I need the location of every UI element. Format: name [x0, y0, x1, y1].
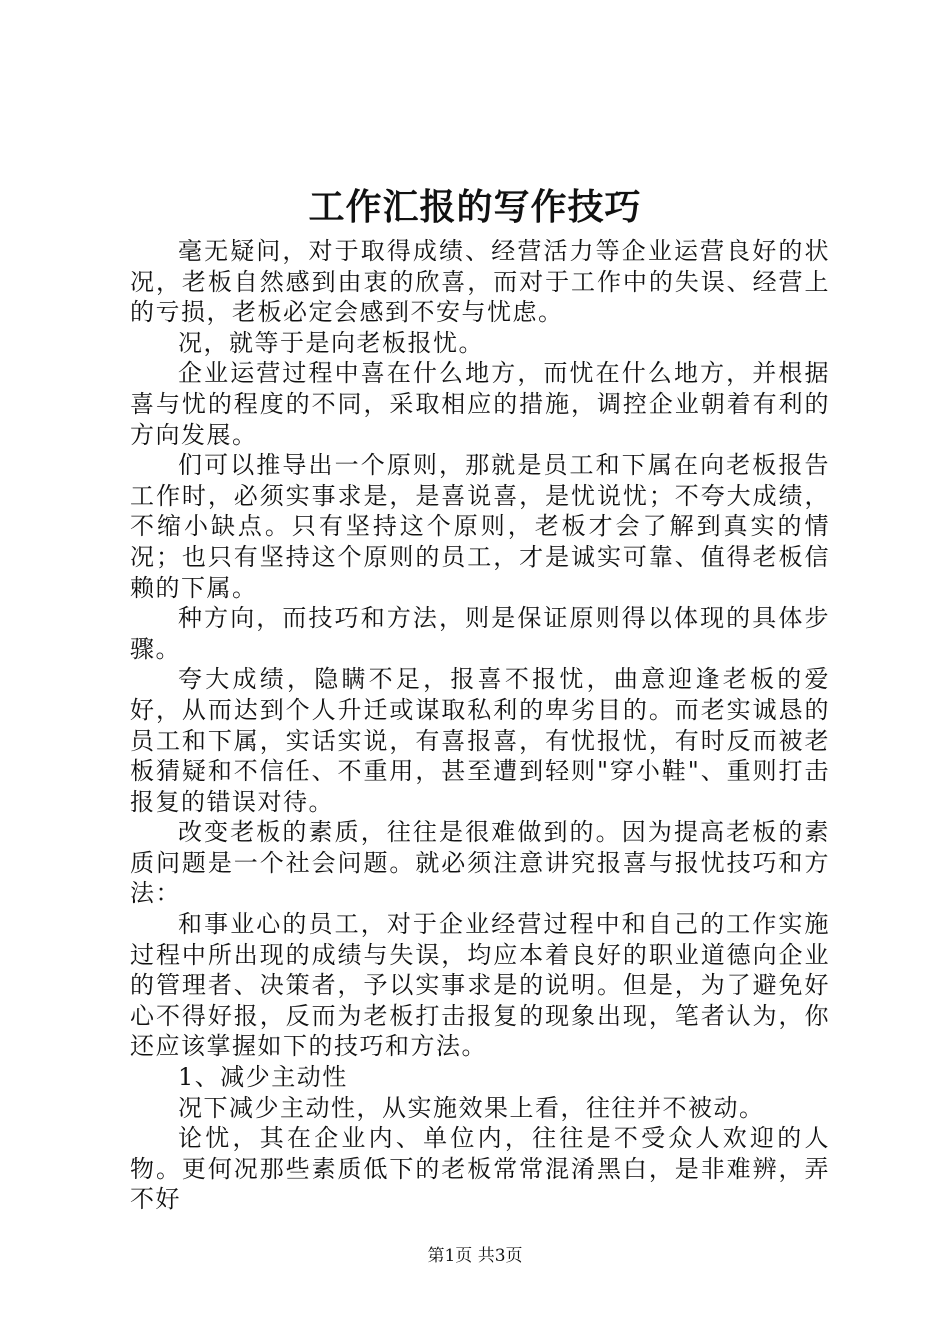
section-heading: 1、减少主动性	[178, 1063, 348, 1092]
paragraph: 企业运营过程中喜在什么地方，而忧在什么地方，并根据喜与忧的程度的不同，采取相应的措施，调控企业朝着有利的方向发展。	[130, 359, 830, 449]
paragraph: 况，就等于是向老板报忧。	[178, 328, 484, 357]
paragraph: 改变老板的素质，往往是很难做到的。因为提高老板的素质问题是一个社会问题。就必须注意讲究报喜与报忧技巧和方法：	[130, 818, 830, 908]
document-title: 工作汇报的写作技巧	[308, 186, 642, 228]
paragraph: 况下减少主动性，从实施效果上看，往往并不被动。	[178, 1093, 765, 1122]
paragraph: 们可以推导出一个原则，那就是员工和下属在向老板报告工作时，必须实事求是，是喜说喜，是忧说忧；不夸大成绩，不缩小缺点。只有坚持这个原则，老板才会了解到真实的情况；也只有坚持这个原则的员工，才是诚实可靠、值得老板信赖的下属。	[130, 451, 830, 602]
paragraph: 夸大成绩，隐瞒不足，报喜不报忧，曲意迎逢老板的爱好，从而达到个人升迁或谋取私利的卑劣目的。而老实诚恳的员工和下属，实话实说，有喜报喜，有忧报忧，有时反而被老板猜疑和不信任、不重用，甚至遭到轻则"穿小鞋"、重则打击报复的错误对待。	[130, 665, 830, 816]
paragraph: 论忧，其在企业内、单位内，往往是不受众人欢迎的人物。更何况那些素质低下的老板常常混淆黑白，是非难辨，弄不好	[130, 1124, 830, 1214]
paragraph: 毫无疑问，对于取得成绩、经营活力等企业运营良好的状况，老板自然感到由衷的欣喜，而对于工作中的失误、经营上的亏损，老板必定会感到不安与忧虑。	[130, 237, 830, 327]
paragraph: 种方向，而技巧和方法，则是保证原则得以体现的具体步骤。	[130, 604, 830, 663]
page-footer: 第1页 共3页	[427, 1246, 523, 1266]
document-body	[130, 236, 830, 1215]
paragraph: 和事业心的员工，对于企业经营过程中和自己的工作实施过程中所出现的成绩与失误，均应本着良好的职业道德向企业的管理者、决策者，予以实事求是的说明。但是，为了避免好心不得好报，反而为老板打击报复的现象出现，笔者认为，你还应该掌握如下的技巧和方法。	[130, 910, 830, 1061]
